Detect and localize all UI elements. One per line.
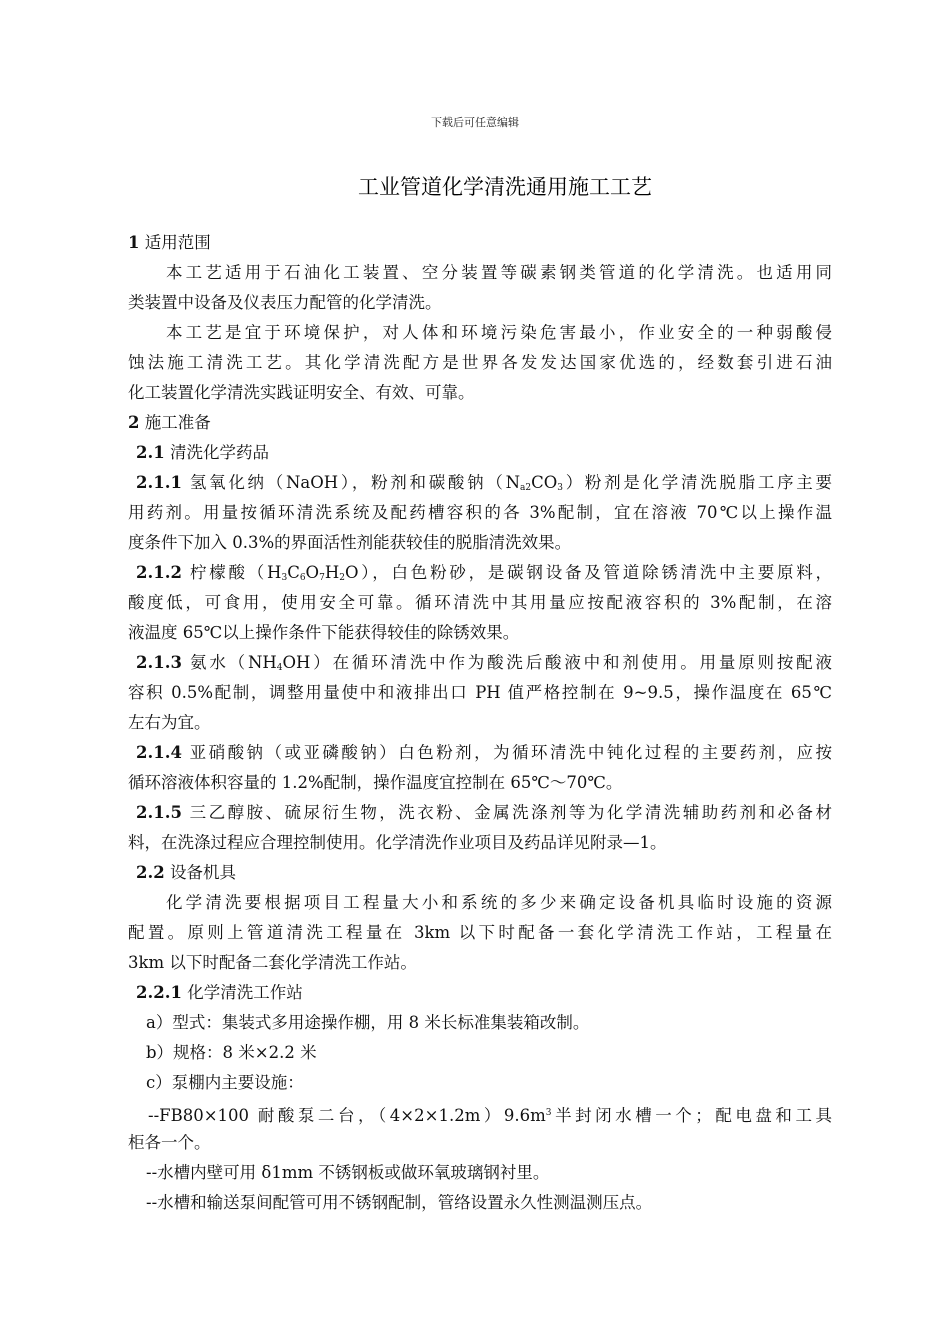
section-2-2-heading: 2.2 设备机具 bbox=[136, 863, 236, 882]
paragraph-3-line-2: 配置。原则上管道清洗工程量在 3km 以下时配备一套化学清洗工作站，工程量在 bbox=[128, 923, 832, 942]
section-2-2-1-heading: 2.2.1 化学清洗工作站 bbox=[136, 983, 303, 1002]
section-2-1-5-line-2: 料，在洗涤过程应合理控制使用。化学清洗作业项目及药品详见附录—1。 bbox=[128, 833, 667, 852]
section-2-1-1-line-3: 度条件下加入 0.3%的界面活性剂能获较佳的脱脂清洗效果。 bbox=[128, 533, 572, 552]
section-2-1-5-line-1: 2.1.5 三乙醇胺、硫尿衍生物，洗衣粉、金属洗涤剂等为化学清洗辅助药剂和必备材 bbox=[136, 803, 833, 822]
list-item-c: c）泵棚内主要设施： bbox=[146, 1073, 304, 1092]
dash-item-3: --水槽和输送泵间配管可用不锈钢配制，管络设置永久性测温测压点。 bbox=[146, 1193, 653, 1212]
list-item-b: b）规格：8 米×2.2 米 bbox=[146, 1043, 317, 1062]
list-item-a: a）型式：集装式多用途操作棚，用 8 米长标准集装箱改制。 bbox=[146, 1013, 590, 1032]
paragraph-1-line-2: 类装置中设备及仪表压力配管的化学清洗。 bbox=[128, 293, 442, 312]
section-2-1-1-line-1: 2.1.1 氢氧化纳（NaOH），粉剂和碳酸钠$(N_{a2}CO_3)$粉剂是化学清洗脱脂工序主要 bbox=[136, 473, 833, 493]
section-2-1-2-line-3: 液温度 65℃以上操作条件下能获得较佳的除锈效果。 bbox=[128, 623, 520, 642]
section-2-1-3-line-3: 左右为宜。 bbox=[128, 713, 211, 732]
dash-item-2: --水槽内壁可用 δ1mm 不锈钢板或做环氧玻璃钢衬里。 bbox=[146, 1163, 550, 1182]
document-body bbox=[128, 228, 832, 1218]
section-2-1-3-line-2: 容积 0.5%配制，调整用量使中和液排出口 PH 值严格控制在 9~9.5，操作温度在 65℃ bbox=[128, 683, 832, 702]
section-2-1-3-line-1: 2.1.3 氨水$(NH_4OH)$在循环清洗中作为酸洗后酸液中和剂使用。用量原则按配液 bbox=[136, 653, 832, 673]
section-2-1-2-line-2: 酸度低，可食用，使用安全可靠。循环清洗中其用量应按配液容积的 3%配制，在溶 bbox=[128, 593, 832, 612]
header-note: 下载后可任意编辑 bbox=[431, 116, 519, 129]
paragraph-3-line-3: 3km 以下时配备二套化学清洗工作站。 bbox=[128, 953, 417, 972]
document-title: 工业管道化学清洗通用施工工艺 bbox=[358, 175, 652, 199]
paragraph-2-line-1: 本工艺是宜于环境保护，对人体和环境污染危害最小，作业安全的一种弱酸侵 bbox=[166, 323, 832, 342]
section-1-heading: 1 适用范围 bbox=[128, 233, 211, 252]
section-2-heading: 2 施工准备 bbox=[128, 413, 211, 432]
paragraph-3-line-1: 化学清洗要根据项目工程量大小和系统的多少来确定设备机具临时设施的资源 bbox=[166, 893, 832, 912]
paragraph-2-line-2: 蚀法施工清洗工艺。其化学清洗配方是世界各发发达国家优选的，经数套引进石油 bbox=[128, 353, 832, 372]
section-2-1-heading: 2.1 清洗化学药品 bbox=[136, 443, 269, 462]
paragraph-1-line-1: 本工艺适用于石油化工装置、空分装置等碳素钢类管道的化学清洗。也适用同 bbox=[166, 263, 832, 282]
dash-item-1-line-2: 柜各一个。 bbox=[128, 1133, 211, 1152]
paragraph-2-line-3: 化工装置化学清洗实践证明安全、有效、可靠。 bbox=[128, 383, 475, 402]
section-2-1-2-line-1: 2.1.2 柠檬酸$(H_3C_6O_7H_2O)$，白色粉砂，是碳钢设备及管道除锈清洗中主要原料， bbox=[136, 563, 833, 583]
section-2-1-4-line-2: 循环溶液体积容量的 1.2%配制，操作温度宜控制在 65℃～70℃。 bbox=[128, 773, 623, 792]
section-2-1-4-line-1: 2.1.4 亚硝酸钠（或亚磷酸钠）白色粉剂，为循环清洗中钝化过程的主要药剂，应按 bbox=[136, 743, 833, 762]
section-2-1-1-line-2: 用药剂。用量按循环清洗系统及配药槽容积的各 3%配制，宜在溶液 70℃以上操作温 bbox=[128, 503, 832, 522]
dash-item-1-line-1: --FB80×100 耐酸泵二台，$(4\times 2\times 1.2m)9.6m^3$半封闭水槽一个；配电盘和工具 bbox=[148, 1106, 833, 1125]
